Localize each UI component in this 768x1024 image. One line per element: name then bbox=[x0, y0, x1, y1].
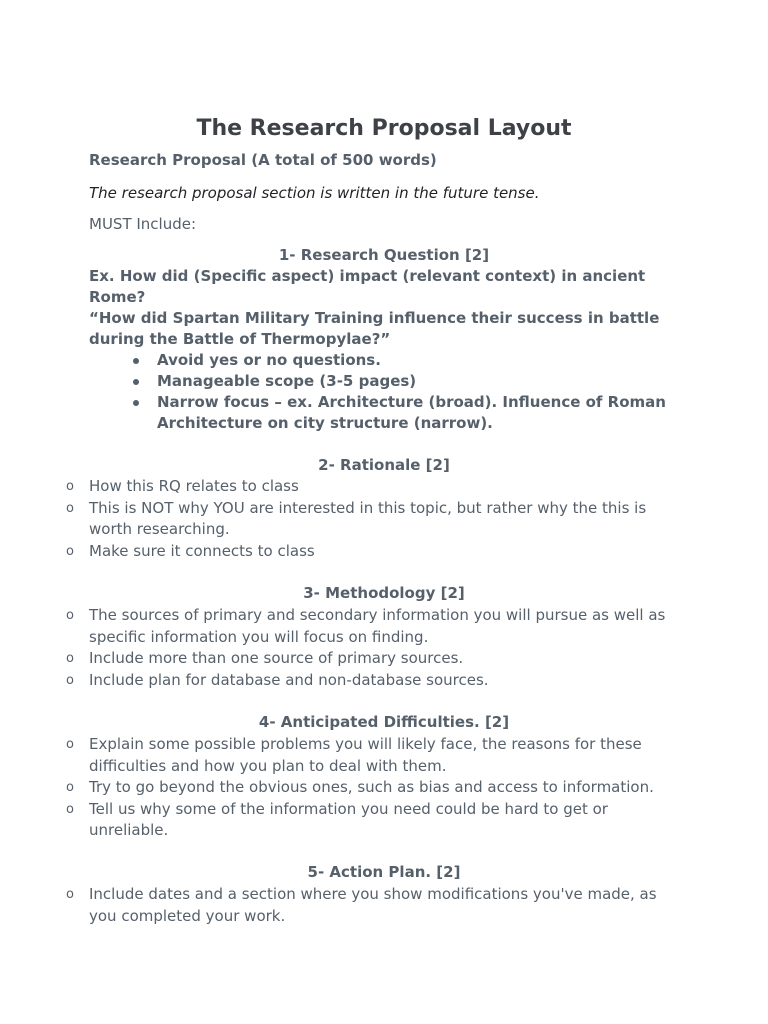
must-include-label: MUST Include: bbox=[89, 215, 197, 233]
circle-bullet-icon: o bbox=[66, 651, 74, 666]
action-plan-list bbox=[0, 884, 700, 927]
research-question-bullets bbox=[132, 350, 692, 434]
difficulties-list bbox=[0, 734, 700, 842]
proposal-subtitle: Research Proposal (A total of 500 words) bbox=[89, 151, 437, 169]
list-item: o Make sure it connects to class bbox=[0, 541, 679, 563]
list-item: Avoid yes or no questions. bbox=[132, 350, 692, 371]
section-heading-rationale: 2- Rationale [2] bbox=[318, 456, 450, 474]
bullet-icon bbox=[133, 358, 139, 364]
bullet-icon bbox=[133, 379, 139, 385]
list-item: o Include dates and a section where you show modifications you've made, as you completed your work. bbox=[66, 885, 657, 925]
list-item: o The sources of primary and secondary information you will pursue as well as specific information you will focus on finding. bbox=[66, 606, 666, 646]
list-item: Manageable scope (3-5 pages) bbox=[132, 371, 692, 392]
circle-bullet-icon: o bbox=[66, 801, 74, 817]
list-item: o Explain some possible problems you will likely face, the reasons for these difficulties and how you plan to deal with them. bbox=[66, 735, 642, 775]
research-question-examples bbox=[89, 266, 699, 350]
section-heading-methodology: 3- Methodology [2] bbox=[303, 584, 465, 602]
tense-note: The research proposal section is written in the future tense. bbox=[89, 184, 540, 202]
section-heading-anticipated-difficulties: 4- Anticipated Difficulties. [2] bbox=[258, 713, 510, 731]
methodology-list bbox=[0, 605, 700, 691]
section-heading-action-plan: 5- Action Plan. [2] bbox=[307, 863, 461, 881]
list-item: o Tell us why some of the information you need could be hard to get or unreliable. bbox=[66, 799, 608, 839]
circle-bullet-icon: o bbox=[66, 543, 74, 559]
list-item: Narrow focus – ex. Architecture (broad). Influence of Roman Architecture on city structure (narrow). bbox=[132, 392, 692, 434]
list-item: o How this RQ relates to class bbox=[0, 476, 679, 498]
example-line: Ex. How did (Specific aspect) impact (relevant context) in ancient Rome? bbox=[89, 267, 646, 306]
list-item: o Include plan for database and non-database sources. bbox=[0, 670, 679, 692]
bullet-icon bbox=[133, 400, 139, 406]
circle-bullet-icon: o bbox=[66, 780, 74, 795]
circle-bullet-icon: o bbox=[66, 479, 74, 494]
circle-bullet-icon: o bbox=[66, 608, 74, 623]
example-line: “How did Spartan Military Training influence their success in battle during the Battle of Thermopylae?” bbox=[89, 309, 660, 348]
circle-bullet-icon: o bbox=[66, 737, 74, 752]
circle-bullet-icon: o bbox=[66, 672, 74, 688]
document-title: The Research Proposal Layout bbox=[196, 116, 572, 141]
list-item: o Try to go beyond the obvious ones, such as bias and access to information. bbox=[0, 777, 679, 799]
circle-bullet-icon: o bbox=[66, 500, 74, 516]
circle-bullet-icon: o bbox=[66, 887, 74, 902]
list-item: o Include more than one source of primary sources. bbox=[0, 648, 679, 670]
section-heading-research-question: 1- Research Question [2] bbox=[278, 246, 490, 264]
list-item: o This is NOT why YOU are interested in this topic, but rather why the this is worth researching. bbox=[66, 498, 647, 538]
rationale-list bbox=[0, 476, 700, 562]
